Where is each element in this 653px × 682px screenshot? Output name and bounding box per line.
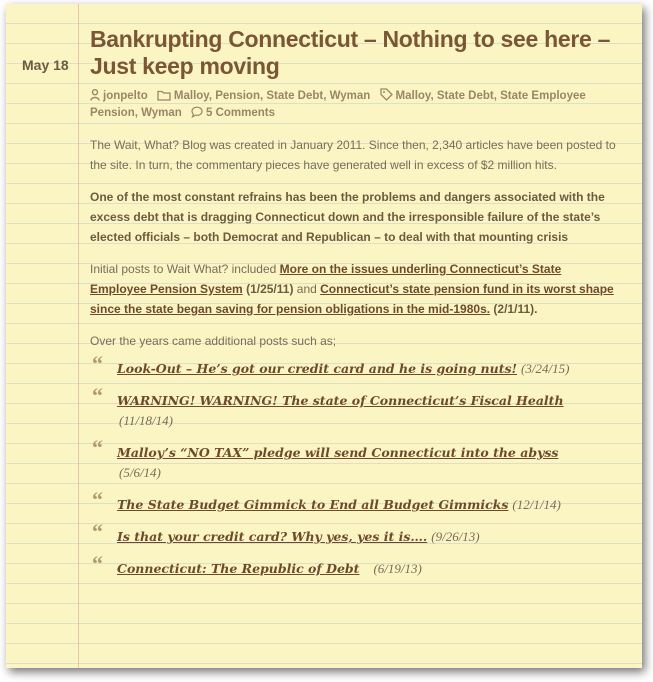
post-link-date: (11/18/14) bbox=[119, 413, 173, 428]
categories-links[interactable]: Malloy, Pension, State Debt, Wyman bbox=[173, 90, 371, 102]
post-link[interactable]: WARNING! WARNING! The state of Connecticut’s Fiscal Health bbox=[117, 393, 564, 408]
post-link-date: (5/6/14) bbox=[119, 465, 161, 480]
list-item bbox=[90, 551, 620, 579]
post-link[interactable]: Is that your credit card? Why yes, yes it is…. bbox=[117, 529, 428, 544]
quote-icon: “ bbox=[92, 487, 103, 512]
debt-paragraph: One of the most constant refrains has been the problems and dangers associated with the excess debt that is dragging Connecticut down and the irresponsible failure of the state’s elected officials – both Democrat and Republican – to deal with that mounting crisis bbox=[90, 190, 605, 244]
quote-icon: “ bbox=[92, 519, 103, 544]
post-date: May 18 bbox=[22, 57, 69, 73]
quote-icon: “ bbox=[92, 551, 103, 576]
post-content bbox=[90, 26, 620, 591]
post-meta bbox=[90, 88, 620, 123]
list-item bbox=[90, 519, 620, 547]
initial-posts-lead: Initial posts to Wait What? included bbox=[90, 262, 280, 276]
list-item bbox=[90, 383, 620, 431]
tags-links[interactable]: Malloy, State Debt, State Employee Pension, Wyman bbox=[90, 90, 586, 119]
quote-icon: “ bbox=[92, 383, 103, 408]
list-item bbox=[90, 351, 620, 379]
speech-bubble-icon bbox=[191, 106, 203, 123]
post-link-date: (9/26/13) bbox=[431, 529, 480, 544]
pension-fund-date: (2/1/11). bbox=[490, 302, 538, 316]
quote-icon: “ bbox=[92, 351, 103, 376]
list-item bbox=[90, 487, 620, 515]
post-link-date: (12/1/14) bbox=[512, 497, 561, 512]
post-link-date: (6/19/13) bbox=[373, 561, 422, 576]
and-text: and bbox=[293, 282, 321, 296]
person-icon bbox=[90, 89, 100, 106]
post-link[interactable]: Look-Out – He’s got our credit card and he is going nuts! bbox=[117, 361, 518, 376]
post-link[interactable]: Malloy’s “NO TAX” pledge will send Connecticut into the abyss bbox=[117, 445, 559, 460]
folder-icon bbox=[157, 90, 171, 106]
author-link[interactable]: jonpelto bbox=[103, 90, 148, 102]
post-link-date: (3/24/15) bbox=[521, 361, 570, 376]
additional-posts-intro: Over the years came additional posts such as; bbox=[90, 334, 337, 348]
related-posts-list bbox=[90, 351, 620, 579]
pension-fund-link[interactable]: Connecticut’s state pension fund in its worst shape since the state began saving for pension obligations in the mid-1980s. bbox=[90, 282, 614, 316]
pension-system-date: (1/25/11) bbox=[242, 282, 294, 296]
notebook-page bbox=[6, 4, 642, 668]
tag-icon bbox=[380, 88, 393, 106]
post-title[interactable]: Bankrupting Connecticut – Nothing to see here – Just keep moving bbox=[90, 26, 611, 79]
initial-posts-paragraph bbox=[90, 259, 620, 319]
list-item bbox=[90, 435, 620, 483]
post-link[interactable]: Connecticut: The Republic of Debt bbox=[117, 561, 360, 576]
intro-paragraph: The Wait, What? Blog was created in January 2011. Since then, 2,340 articles have been posted to the site. In turn, the commentary pieces have generated well in excess of $2 million hits. bbox=[90, 138, 616, 172]
quote-icon: “ bbox=[92, 435, 103, 460]
comments-link[interactable]: 5 Comments bbox=[206, 107, 276, 119]
pension-system-link[interactable]: More on the issues underling Connecticut’s State Employee Pension System bbox=[90, 262, 562, 296]
post-link[interactable]: The State Budget Gimmick to End all Budget Gimmicks bbox=[117, 497, 509, 512]
